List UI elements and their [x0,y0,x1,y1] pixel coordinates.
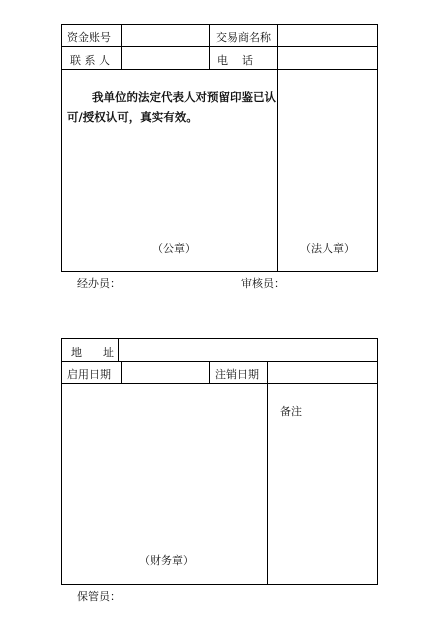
top-form-col-divider-2 [209,24,210,70]
bottom-form-col-divider-2 [209,361,210,384]
reviewer-label: 审核员： [241,277,285,290]
authorization-statement-line-2: 可/授权认可，真实有效。 [67,110,198,124]
finance-seal-label: （财务章） [139,554,194,567]
bottom-form-col-divider-3 [267,361,268,585]
fund-account-label: 资金账号 [67,31,111,44]
top-form-row-divider-2 [61,69,378,70]
top-form-col-divider-3 [277,24,278,272]
enable-date-label: 启用日期 [67,368,111,381]
bottom-form-row-divider-1 [61,361,378,362]
contact-person-label: 联 系 人 [70,54,110,67]
cancel-date-label: 注销日期 [215,368,259,381]
bottom-form-row-divider-2 [61,383,378,384]
company-seal-label: （公章） [152,242,196,255]
remarks-label: 备注 [280,405,302,418]
top-form-col-divider-1 [121,24,122,70]
address-label: 地 址 [71,346,114,359]
keeper-label: 保管员： [77,590,121,603]
bottom-form-address-divider [118,338,119,362]
bottom-form-col-divider-1 [121,361,122,384]
top-form-row-divider-1 [61,46,378,47]
legal-rep-seal-label: （法人章） [300,242,355,255]
authorization-statement-line-1: 我单位的法定代表人对预留印鉴已认 [92,90,276,104]
phone-label: 电 话 [217,54,253,67]
trader-name-label: 交易商名称 [216,31,271,44]
handler-label: 经办员： [77,277,121,290]
